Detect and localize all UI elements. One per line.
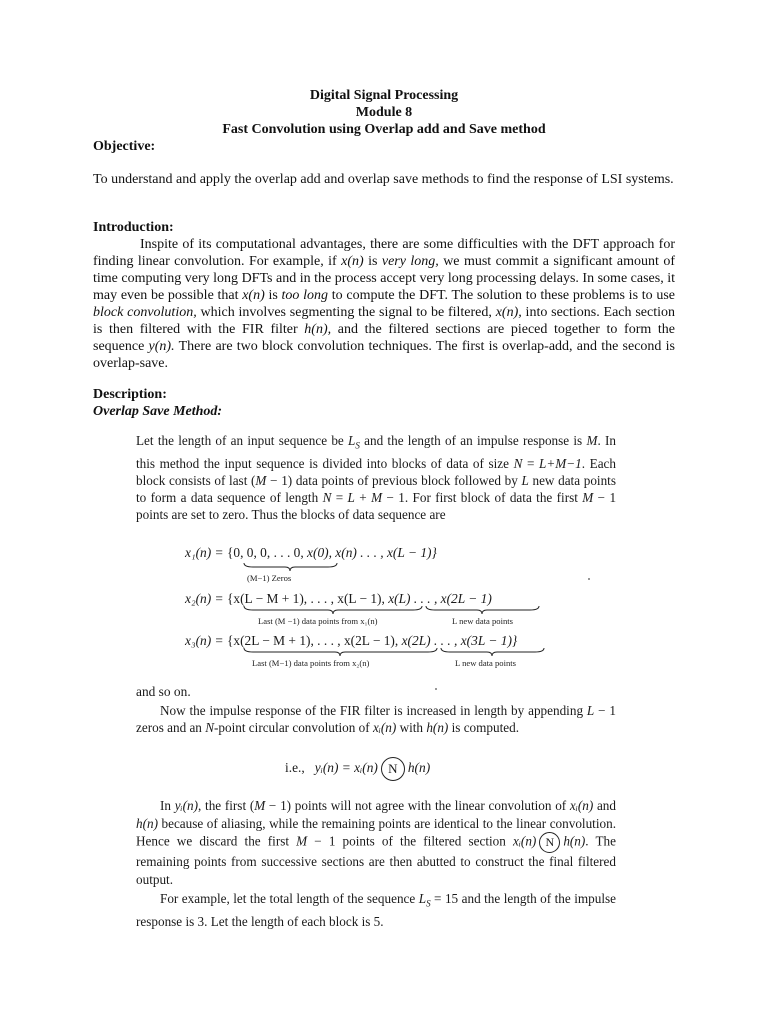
circular-convolution-equation: i.e., yᵢ(n) = xᵢ(n) N h(n): [285, 757, 430, 781]
scan-paragraph-1: Let the length of an input sequence be $L_S$ and the length of an impulse response is M. In this method the input sequence is divided into blocks of data of size N = L+M−1. Each block consists of last (M − 1) data points of previous block followed by L new data points to form a data sequence of length N = L + M − 1. For first block of data the first M − 1 points are set to zero. Thus the blocks of data sequence are: [136, 433, 617, 523]
x2-last-points-brace: [243, 605, 423, 615]
description-heading: Description:: [93, 387, 167, 402]
introduction-heading: Introduction:: [93, 220, 174, 235]
objective-heading: Objective:: [93, 139, 156, 154]
scan-paragraph-3: In yᵢ(n), the first (M − 1) points will not agree with the linear convolution of xᵢ(n) and h(n) because of aliasing, while the remaining points are identical to the linear convolution. Hence we discard the first M − 1 points of the filtered section xᵢ(n) N h(n). The remaining points from successive sections are then abutted to construct the final filtered output.: [136, 798, 616, 887]
x3-last-points-brace: [243, 647, 438, 657]
x3-new-points-brace: [440, 647, 545, 657]
scan-paragraph-4: For example, let the total length of the sequence $L_S = 15$ and the length of the impulse response is 3. Let the length of each block is 5.: [136, 891, 616, 929]
x3-last-points-note: Last (M−1) data points from x₂(n): [252, 658, 370, 668]
circular-convolution-operator-inline: N: [539, 832, 560, 853]
and-so-on: and so on.: [136, 684, 191, 699]
x2-equation: x₂(n) = {x(L − M + 1), . . . , x(L − 1), x(L) . . . , x(2L − 1): [185, 591, 492, 606]
x1-zeros-note: (M−1) Zeros: [247, 573, 292, 583]
x1-zeros-brace: [243, 562, 338, 572]
circular-convolution-operator: N: [381, 757, 405, 781]
x2-new-points-brace: [425, 605, 540, 615]
module-title: Fast Convolution using Overlap add and Save method: [222, 122, 546, 137]
x3-new-points-note: L new data points: [455, 658, 517, 668]
scan-speck: [435, 688, 437, 690]
introduction-text: Inspite of its computational advantages, there are some difficulties with the DFT approach for finding linear convolution. For example, if x(n) is very long, we must commit a significant amount of time computing very long DFTs and in the process accept very long processing delays. In some cases, it may even be possible that x(n) is too long to compute the DFT. The solution to these problems is to use block convolution, which involves segmenting the signal to be filtered, x(n), into sections. Each section is then filtered with the FIR filter h(n), and the filtered sections are pieced together to form the sequence y(n). There are two block convolution techniques. The first is overlap-add, and the second is overlap-save.: [93, 237, 676, 371]
module-number: Module 8: [355, 105, 413, 120]
x2-last-points-note: Last (M −1) data points from x₁(n): [258, 616, 378, 626]
objective-text: To understand and apply the overlap add and overlap save methods to find the response of LSI systems.: [93, 172, 674, 187]
overlap-save-heading: Overlap Save Method:: [93, 404, 223, 419]
x3-equation: x₃(n) = {x(2L − M + 1), . . . , x(2L − 1), x(2L) . . . , x(3L − 1)}: [185, 633, 518, 648]
x1-equation: x₁(n) = {0, 0, 0, . . . 0, x(0), x(n) . . . , x(L − 1)}: [185, 545, 437, 560]
doc-title: Digital Signal Processing: [309, 88, 459, 103]
scan-speck: [588, 578, 590, 580]
scan-paragraph-2: Now the impulse response of the FIR filter is increased in length by appending L − 1 zeros and an N-point circular convolution of xᵢ(n) with h(n) is computed.: [136, 703, 617, 736]
x2-new-points-note: L new data points: [452, 616, 514, 626]
